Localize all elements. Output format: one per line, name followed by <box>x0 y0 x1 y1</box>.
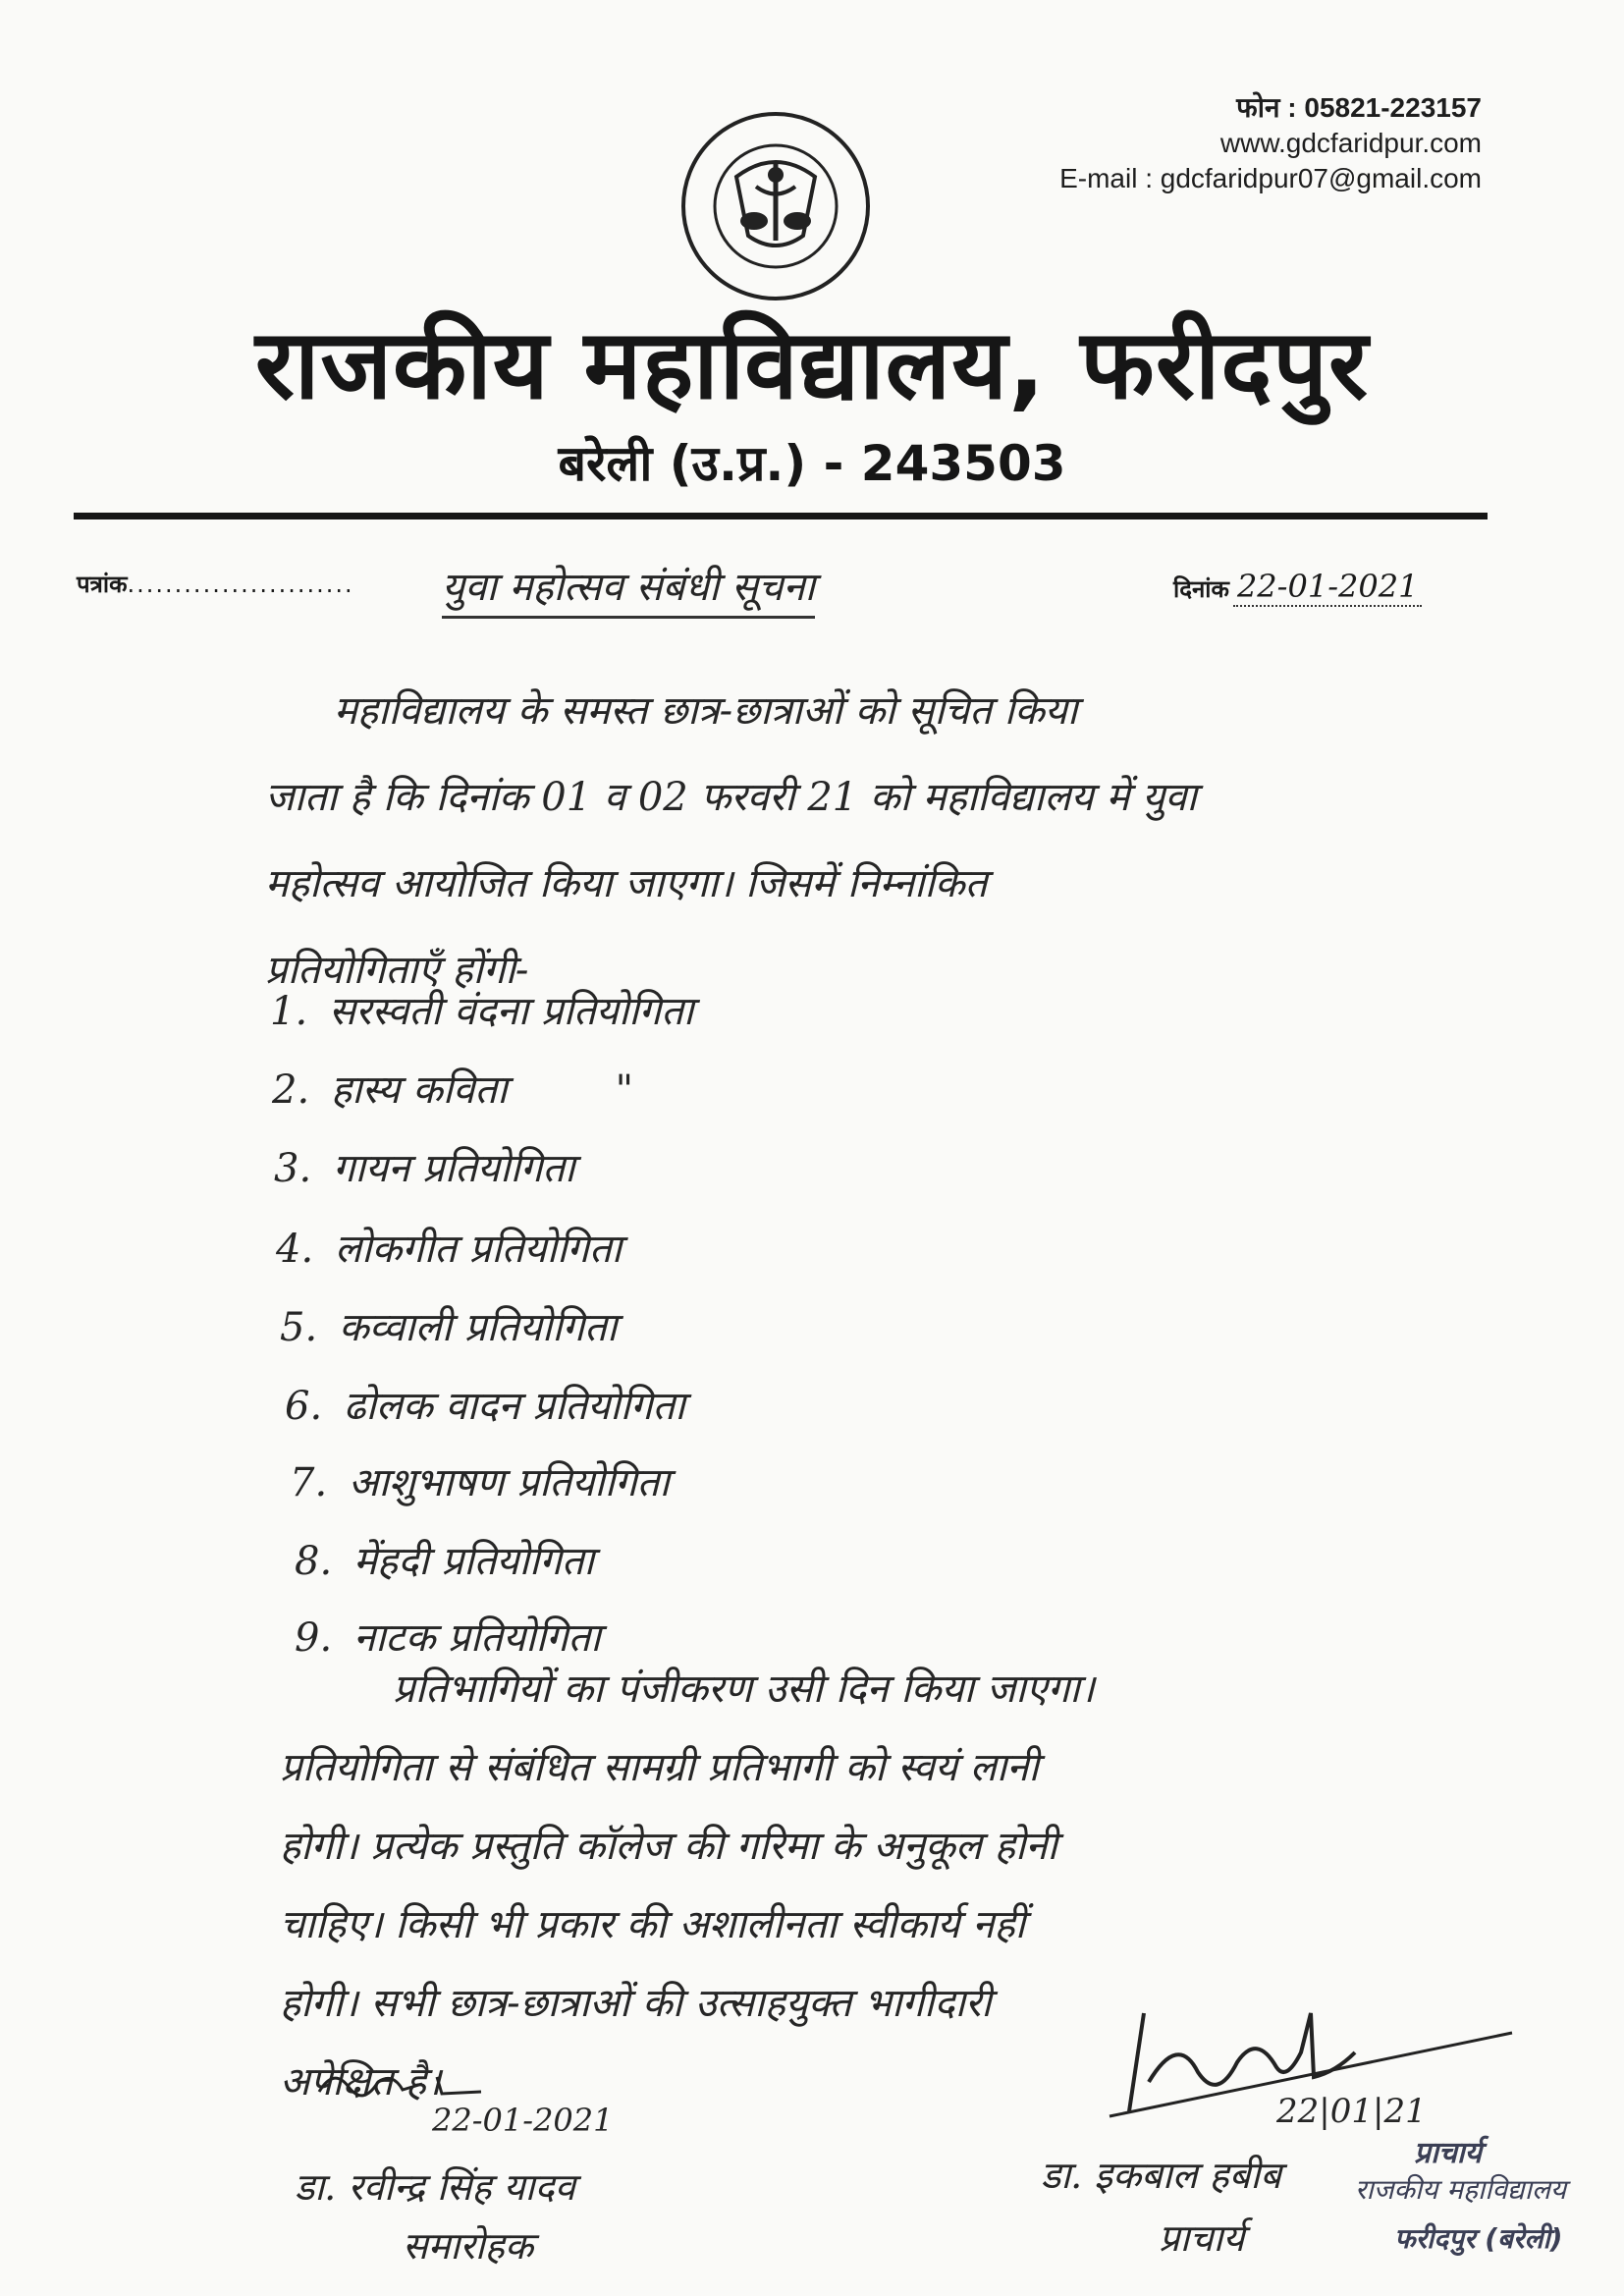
paragraph-line: जाता है कि दिनांक 01 व 02 फरवरी 21 को महाविद्यालय में युवा <box>265 775 1197 820</box>
principal-name: डा. इकबाल हबीब <box>1041 2154 1281 2197</box>
list-item: 3. गायन प्रतियोगिता <box>274 1146 575 1191</box>
reference-row <box>0 558 1624 617</box>
contact-block <box>1059 90 1482 196</box>
principal-signature-block <box>1041 1994 1591 2269</box>
list-item: 2. हास्य कविता " <box>272 1067 633 1113</box>
email: E-mail : gdcfaridpur07@gmail.com <box>1059 163 1482 193</box>
coordinator-signature <box>314 2062 491 2102</box>
paragraph-line: प्रतियोगिताएँ होंगी- <box>265 948 529 993</box>
principal-role: प्राचार्य <box>1159 2216 1245 2260</box>
paragraph-line: प्रतिभागियों का पंजीकरण उसी दिन किया जाएगा। <box>393 1667 1095 1712</box>
paragraph-line: होगी। सभी छात्र-छात्राओं की उत्साहयुक्त भागीदारी <box>280 1981 992 2026</box>
paragraph-line: महोत्सव आयोजित किया जाएगा। जिसमें निम्नांकित <box>265 861 988 906</box>
letter-date: दिनांक 22-01-2021 <box>1173 568 1422 605</box>
website: www.gdcfaridpur.com <box>1219 128 1482 158</box>
header-divider <box>74 513 1488 519</box>
letter-subject: युवा महोत्सव संबंधी सूचना <box>442 558 815 619</box>
coordinator-name: डा. रवीन्द्र सिंह यादव <box>295 2165 575 2209</box>
college-address: बरेली (उ.प्र.) - 243503 <box>558 435 1066 492</box>
coordinator-signature-block <box>295 2062 707 2268</box>
list-item: 9. नाटक प्रतियोगिता <box>295 1615 601 1661</box>
coordinator-sign-date: 22-01-2021 <box>432 2102 614 2139</box>
coordinator-role: समारोहक <box>403 2224 534 2268</box>
paragraph-line: चाहिए। किसी भी प्रकार की अशालीनता स्वीकार्य नहीं <box>280 1902 1026 1947</box>
list-item: 5. कव्वाली प्रतियोगिता <box>280 1305 618 1350</box>
paragraph-line: प्रतियोगिता से संबंधित सामग्री प्रतिभागी को स्वयं लानी <box>280 1745 1039 1790</box>
list-item: 7. आशुभाषण प्रतियोगिता <box>290 1460 670 1505</box>
paragraph-line: महाविद्यालय के समस्त छात्र-छात्राओं को सूचित किया <box>334 688 1078 734</box>
list-item: 4. लोकगीत प्रतियोगिता <box>276 1227 623 1272</box>
list-item: 8. मेंहदी प्रतियोगिता <box>295 1539 594 1584</box>
paragraph-line: होगी। प्रत्येक प्रस्तुति कॉलेज की गरिमा के अनुकूल होनी <box>280 1824 1057 1869</box>
college-name: राजकीय महाविद्यालय, फरीदपुर <box>254 309 1370 421</box>
notice-paragraph <box>265 668 1453 1013</box>
list-item: 6. ढोलक वादन प्रतियोगिता <box>285 1384 685 1429</box>
list-item: 1. सरस्वती वंदना प्रतियोगिता <box>270 989 694 1034</box>
principal-sign-date: 22|01|21 <box>1276 2092 1427 2131</box>
college-seal <box>677 108 874 304</box>
phone-number: फोन : 05821-223157 <box>1236 92 1482 123</box>
reference-number: पत्रांक........................ <box>77 571 354 598</box>
paragraph-line: अपेक्षित है। <box>280 2059 442 2105</box>
official-stamp: प्राचार्य राजकीय महाविद्यालय फरीदपुर (बरेली) <box>1355 2136 1567 2255</box>
